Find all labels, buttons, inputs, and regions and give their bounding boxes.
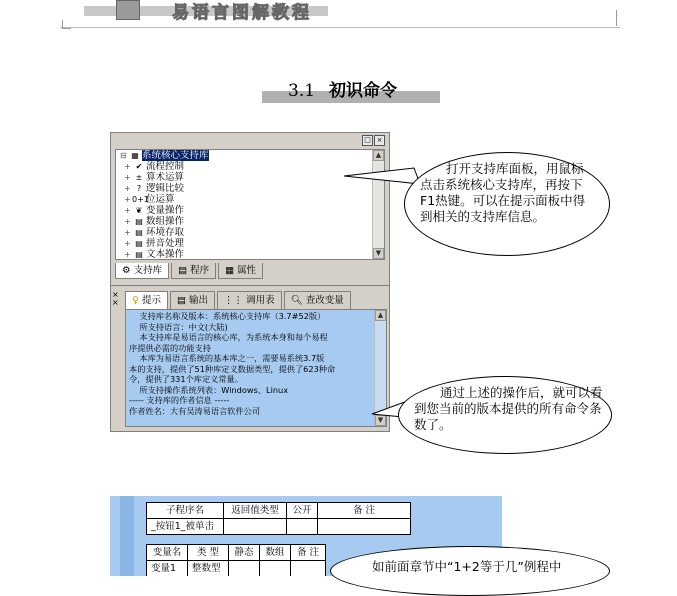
expander-icon[interactable]: + — [124, 250, 131, 259]
category-icon: ▤ — [135, 217, 143, 226]
tip-line: 本库为易语言系统的基本库之一，需要易系统3.7版 — [129, 353, 325, 363]
callout-2-text: 通过上述的操作后，就可以看到您当前的版本提供的所有命令条数了。 — [414, 385, 603, 432]
tab-properties[interactable]: ▦ 属性 — [218, 263, 263, 279]
tip-line: 本支持库是易语言的核心库，为系统本身和每个易程 — [129, 332, 328, 342]
tree-item[interactable] — [116, 227, 384, 238]
header-rule — [60, 27, 620, 28]
column-header: 返回值类型 — [224, 503, 287, 519]
column-header: 静态 — [229, 545, 260, 561]
tree-item-label: 文本操作 — [146, 249, 185, 260]
variable-table — [146, 544, 326, 576]
tip-text-area[interactable] — [125, 309, 387, 427]
column-header: 备 注 — [318, 503, 411, 519]
table-cell[interactable] — [291, 561, 326, 577]
tip-line: 作者姓名：大有吴涛易语言软件公司 — [129, 405, 261, 416]
tree-item[interactable] — [116, 238, 384, 249]
category-icon: ❦ — [135, 206, 143, 215]
crop-mark-left — [62, 20, 71, 29]
category-icon: 0+1 — [132, 195, 149, 204]
book-logo-icon — [116, 0, 140, 20]
table-cell[interactable]: 变量1 — [147, 561, 188, 577]
table-cell[interactable] — [260, 561, 291, 577]
callout-3-text: 如前面章节中“1+2等于几”例程中 — [372, 559, 562, 574]
scroll-down-icon[interactable]: ▼ — [375, 415, 386, 426]
program-tab-icon: ▤ — [178, 265, 188, 276]
callout-1-text: 打开支持库面板，用鼠标点击系统核心支持库，再按下F1热键。可以在提示面板中得到相关的支持库信息。 — [420, 161, 586, 224]
column-header: 类 型 — [188, 545, 229, 561]
category-icon: ▤ — [135, 228, 143, 237]
tree-item-label: 拼音处理 — [146, 238, 185, 249]
column-header: 公开 — [287, 503, 318, 519]
tip-line: 序提供必需的功能支持 — [129, 342, 211, 353]
category-icon: ± — [135, 173, 143, 182]
category-icon: ▦ — [131, 151, 139, 160]
panel-divider — [111, 285, 389, 286]
table-row[interactable] — [147, 519, 411, 535]
tree-item-label: 位运算 — [146, 194, 175, 205]
expander-icon[interactable]: + — [124, 184, 131, 193]
scroll-up-icon[interactable]: ▲ — [373, 150, 384, 161]
tab-call-table[interactable]: ⋮⋮ 调用表 — [217, 291, 282, 309]
table-cell[interactable]: _按钮1_被单击 — [147, 519, 224, 535]
column-header: 变量名 — [147, 545, 188, 561]
category-icon: ✔ — [135, 162, 143, 171]
tab-support-library[interactable]: ⚙ 支持库 — [115, 263, 169, 279]
table-row[interactable] — [147, 561, 326, 577]
table-cell[interactable] — [287, 519, 318, 535]
scroll-up-icon[interactable]: ▲ — [375, 310, 386, 321]
tree-item[interactable] — [116, 216, 384, 227]
properties-tab-icon: ▦ — [225, 265, 235, 276]
category-icon: ? — [136, 184, 142, 193]
column-header: 备 注 — [291, 545, 326, 561]
tree-item[interactable] — [116, 249, 384, 260]
expander-icon[interactable]: + — [124, 228, 131, 237]
section-number: 3.1 — [288, 81, 316, 101]
category-icon: ▤ — [135, 250, 143, 259]
bottom-tabs — [115, 263, 265, 279]
tip-line: 所支持语言：中文(大陆) — [129, 321, 228, 332]
scroll-down-icon[interactable]: ▼ — [373, 248, 384, 259]
expander-icon[interactable]: ⊟ — [120, 151, 127, 160]
tip-line: 支持库名称及版本：系统核心支持库（3.7#52版） — [129, 311, 326, 321]
tree-item-label: 环境存取 — [146, 227, 185, 238]
restore-icon[interactable]: □ — [362, 135, 373, 146]
table-cell[interactable] — [229, 561, 260, 577]
expander-icon[interactable]: + — [124, 239, 131, 248]
window-buttons — [362, 135, 385, 146]
code-gutter — [120, 496, 134, 576]
tip-line: ----- 支持库的作者信息 ----- — [129, 395, 230, 405]
tree-item-label: 数组操作 — [146, 216, 185, 227]
tip-line: 本的支持，提供了51种库定义数据类型，提供了623种命 — [129, 363, 336, 374]
output-icon: ▤ — [177, 295, 186, 306]
tab-program[interactable]: ▤ 程序 — [171, 263, 216, 279]
tree-item-label: 变量操作 — [146, 205, 185, 216]
crop-mark-right — [616, 10, 625, 26]
expander-icon[interactable]: + — [124, 162, 131, 171]
close-icon[interactable]: × — [374, 135, 385, 146]
section-title: 初识命令 — [329, 81, 398, 101]
tree-item-label: 算术运算 — [146, 172, 185, 183]
tab-output[interactable]: ▤ 输出 — [170, 291, 215, 309]
tree-item-label: 流程控制 — [146, 161, 185, 172]
subroutine-table — [146, 502, 411, 535]
library-tab-icon: ⚙ — [122, 265, 131, 276]
table-cell[interactable] — [224, 519, 287, 535]
tree-item-label: 系统核心支持库 — [142, 150, 209, 161]
column-header: 数组 — [260, 545, 291, 561]
expander-icon[interactable]: + — [124, 195, 131, 204]
magnifier-icon: 🔍︎ — [290, 295, 303, 306]
table-header-row — [147, 503, 411, 519]
tip-line: 令，提供了331个库定义常量。 — [129, 374, 243, 384]
tree-item-label: 逻辑比较 — [146, 183, 185, 194]
category-icon: ▤ — [135, 239, 143, 248]
section-heading — [288, 76, 397, 101]
table-cell[interactable]: 整数型 — [188, 561, 229, 577]
tab-watch-variables[interactable]: 🔍︎ 查改变量 — [284, 291, 351, 309]
panel-close-icon[interactable]: × × — [112, 290, 119, 307]
column-header: 子程序名 — [147, 503, 224, 519]
tip-line: 所支持操作系统列表：Windows、Linux — [129, 384, 289, 395]
table-header-row — [147, 545, 326, 561]
expander-icon[interactable]: + — [124, 206, 131, 215]
tab-tips[interactable]: ♀ 提示 — [125, 291, 168, 309]
book-title: 易语言图解教程 — [172, 3, 312, 23]
call-table-icon: ⋮⋮ — [224, 295, 244, 306]
table-cell[interactable] — [318, 519, 411, 535]
panel-tabs — [125, 291, 353, 309]
expander-icon[interactable]: + — [124, 217, 131, 226]
expander-icon[interactable]: + — [124, 173, 131, 182]
tip-bulb-icon: ♀ — [132, 295, 139, 306]
